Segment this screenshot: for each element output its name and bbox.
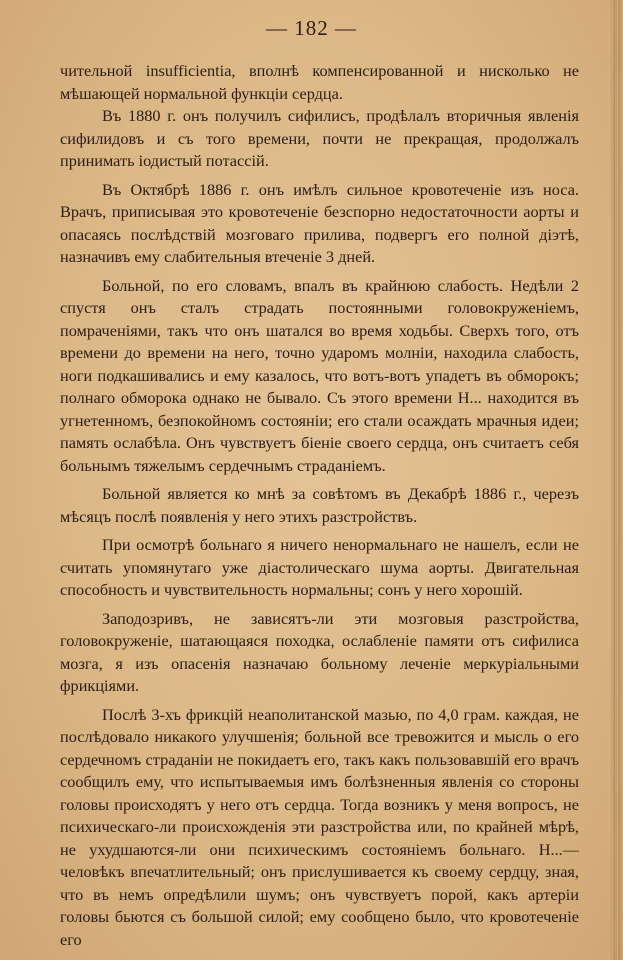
paragraph: Въ Октябрѣ 1886 г. онъ имѣлъ сильное кровотеченіе изъ носа. Врачъ, приписывая это кровотеченіе безспорно недостаточности аорты и опасаясь послѣдствій мозговаго прилива, подвергъ его полной діэтѣ, назначивъ ему слабительныя втеченіе 3 дней. xyxy=(60,179,579,266)
page-edge-decoration xyxy=(611,0,623,960)
paragraph: Больной является ко мнѣ за совѣтомъ въ Декабрѣ 1886 г., черезъ мѣсяцъ послѣ появленія у него этихъ разстройствъ. xyxy=(60,484,579,526)
paragraph: Послѣ 3-хъ фрикцій неаполитанской мазью, по 4,0 грам. каждая, не послѣдовало никакого улучшенія; больной все тревожится и мысль о его сердечномъ страданіи не покидаетъ его, такъ какъ пользовавшій его врачъ сообщилъ ему, что испытываемыя имъ болѣзненныя явленія со стороны головы происходятъ у него отъ сердца. Тогда возникъ у меня вопросъ, не психическаго-ли происхожденія эти разстройства или, по крайней мѣрѣ, не ухудшаются-ли они психическимъ состояніемъ больнаго. Н...—человѣкъ впечатлительный; онъ прислушивается къ своему сердцу, зная, что въ немъ опредѣлили шумъ; онъ чувствуетъ порой, какъ артеріи головы бьются съ большой силой; ему сообщено было, что кровотеченіе его xyxy=(60,704,579,949)
paragraph: Въ 1880 г. онъ получилъ сифилисъ, продѣлалъ вторичныя явленія сифилидовъ и съ того времени, почти не прекращая, продолжалъ принимать іодистый потассій. xyxy=(60,106,579,170)
paragraph: Больной, по его словамъ, впалъ въ крайнюю слабость. Недѣли 2 спустя онъ сталъ страдать постоянными головокруженіемъ, помраченіями, такъ что онъ шатался во время ходьбы. Сверхъ того, отъ времени до времени на него, точно ударомъ молніи, находила слабость, ноги подкашивались и ему казалось, что вотъ-вотъ упадетъ въ обморокъ; полнаго обморока однако не бывало. Съ этого времени Н... находится въ угнетенномъ, безпокойномъ состояніи; его стали осаждать мрачныя идеи; память ослабѣла. Онъ чувствуетъ біеніе своего сердца, онъ считаетъ себя больнымъ тяжелымъ сердечнымъ страданіемъ. xyxy=(60,275,579,475)
page-number: — 182 — xyxy=(266,16,357,40)
paragraph: При осмотрѣ больнаго я ничего ненормальнаго не нашелъ, если не считать упомянутаго уже діастолическаго шума аорты. Двигательная способность и чувствительность нормальны; сонъ у него хорошій. xyxy=(60,535,579,599)
body-text xyxy=(60,60,579,951)
paragraph-continuation: чительной insufficientia, вполнѣ компенсированной и нисколько не мѣшающей нормальной функціи сердца. xyxy=(60,61,579,103)
paragraph: Заподозривъ, не зависятъ-ли эти мозговыя разстройства, головокруженіе, шатающаяся походка, ослабленіе памяти отъ сифилиса мозга, я изъ опасенія назначаю больному леченіе меркуріальными фрикціями. xyxy=(60,608,579,695)
